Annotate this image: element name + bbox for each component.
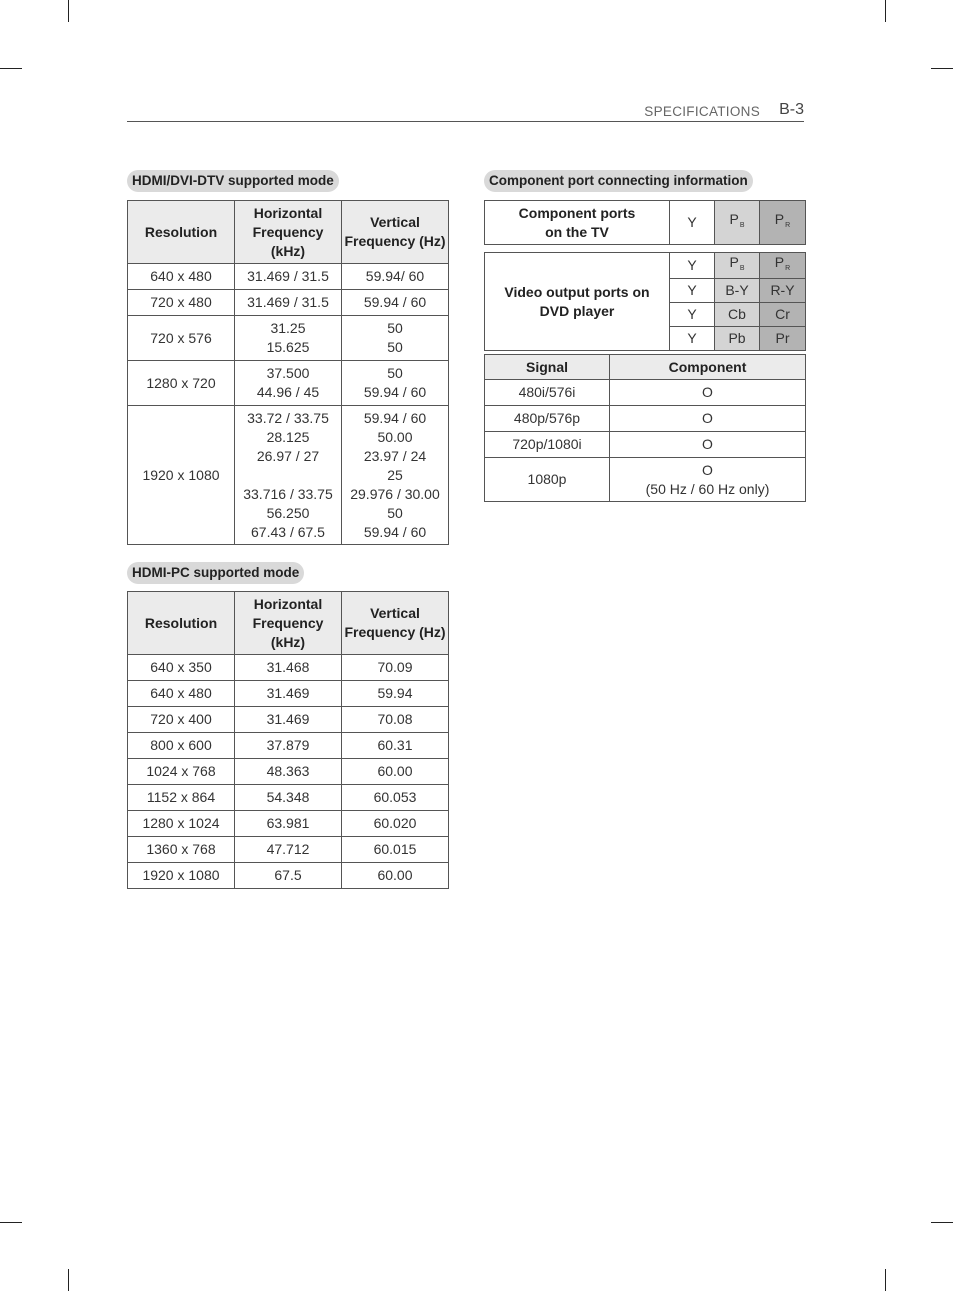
dvd-ports-label: Video output ports on DVD player [485, 253, 670, 351]
crop-mark [0, 68, 22, 69]
table-cell: 60.00 [342, 863, 449, 889]
table-row [128, 264, 449, 290]
port-sub: R [785, 222, 791, 229]
table-cell: 63.981 [235, 811, 342, 837]
table-cell: 800 x 600 [128, 733, 235, 759]
table-cell: 1360 x 768 [128, 837, 235, 863]
table-cell: 640 x 480 [128, 681, 235, 707]
tv-port-y [670, 201, 715, 245]
dvd-port-cell [760, 303, 806, 327]
table-cell: 59.94 / 60 50.00 23.97 / 24 25 29.976 / 30.00 50 59.94 / 60 [342, 406, 449, 545]
port-main: P [774, 211, 785, 227]
table-row [128, 837, 449, 863]
table-cell: 37.500 44.96 / 45 [235, 361, 342, 406]
port-main: Y [687, 330, 697, 346]
port-main: B-Y [725, 282, 749, 298]
table-cell: 720 x 480 [128, 290, 235, 316]
table-header-row [128, 201, 449, 264]
port-sub: R [785, 265, 791, 272]
dvd-port-cell [670, 327, 715, 351]
table-cell: 50 50 [342, 316, 449, 361]
table-header-row [485, 355, 806, 380]
table-cell: 31.469 / 31.5 [235, 264, 342, 290]
table-row [128, 681, 449, 707]
table-cell: 640 x 350 [128, 655, 235, 681]
table-cell: 720p/1080i [485, 432, 610, 458]
crop-mark [885, 0, 886, 22]
table-cell: 59.94 [342, 681, 449, 707]
component-section-title: Component port connecting information [484, 170, 753, 192]
column-header: Resolution [128, 201, 235, 264]
column-header: Horizontal Frequency (kHz) [235, 201, 342, 264]
table-cell: 720 x 576 [128, 316, 235, 361]
dvd-port-cell [715, 279, 760, 303]
tv-ports-label: Component ports on the TV [485, 201, 670, 245]
page-number: B-3 [779, 101, 804, 118]
dvd-port-cell [760, 327, 806, 351]
port-main: R-Y [770, 282, 795, 298]
port-main: Pb [728, 330, 746, 346]
table-row [485, 380, 806, 406]
table-row [128, 811, 449, 837]
table-row [128, 863, 449, 889]
table-cell: 33.72 / 33.75 28.125 26.97 / 27 33.716 / 33.75 56.250 67.43 / 67.5 [235, 406, 342, 545]
table-cell: 31.469 / 31.5 [235, 290, 342, 316]
table-cell: 1920 x 1080 [128, 863, 235, 889]
crop-mark [68, 1269, 69, 1291]
table-cell: 60.00 [342, 759, 449, 785]
crop-mark [931, 68, 953, 69]
column-header: Vertical Frequency (Hz) [342, 201, 449, 264]
port-main: Pr [775, 330, 790, 346]
dvd-port-cell [760, 253, 806, 279]
dvd-ports-table [484, 252, 806, 351]
table-cell: 720 x 400 [128, 707, 235, 733]
table-cell: 54.348 [235, 785, 342, 811]
table-row [128, 785, 449, 811]
dvd-port-cell [715, 303, 760, 327]
port-main: Y [687, 282, 697, 298]
table-cell: 1024 x 768 [128, 759, 235, 785]
tv-port-pb [715, 201, 760, 245]
table-cell: O [610, 406, 806, 432]
dvd-port-cell [760, 279, 806, 303]
table-cell: 1152 x 864 [128, 785, 235, 811]
dvd-port-cell [670, 253, 715, 279]
crop-mark [0, 1222, 22, 1223]
port-main: Cb [728, 306, 746, 322]
signal-table [484, 354, 806, 502]
port-sub: B [739, 222, 745, 229]
table-row [485, 406, 806, 432]
pc-mode-table [127, 591, 449, 889]
crop-mark [68, 0, 69, 22]
tv-ports-table [484, 200, 806, 245]
table-cell: 31.25 15.625 [235, 316, 342, 361]
column-header: Vertical Frequency (Hz) [342, 592, 449, 655]
port-main: Y [687, 306, 697, 322]
column-header: Component [610, 355, 806, 380]
table-cell: 31.469 [235, 681, 342, 707]
table-row [128, 707, 449, 733]
table-cell: 37.879 [235, 733, 342, 759]
table-row [485, 432, 806, 458]
port-main: P [729, 211, 739, 227]
table-row [128, 290, 449, 316]
table-cell: O [610, 380, 806, 406]
table-cell: 60.015 [342, 837, 449, 863]
port-sub: B [739, 265, 745, 272]
table-cell: 47.712 [235, 837, 342, 863]
pc-section-title: HDMI-PC supported mode [127, 562, 304, 584]
table-cell: 1920 x 1080 [128, 406, 235, 545]
table-row [128, 759, 449, 785]
table-cell: 480i/576i [485, 380, 610, 406]
table-cell: O [610, 432, 806, 458]
dtv-section-title: HDMI/DVI-DTV supported mode [127, 170, 339, 192]
port-main: P [729, 254, 739, 270]
dtv-mode-table [127, 200, 449, 545]
table-cell: 70.09 [342, 655, 449, 681]
table-cell: 60.31 [342, 733, 449, 759]
crop-mark [931, 1222, 953, 1223]
table-cell: 640 x 480 [128, 264, 235, 290]
table-cell: 1280 x 720 [128, 361, 235, 406]
tv-port-pr [760, 201, 806, 245]
port-main: Cr [775, 306, 790, 322]
dvd-port-cell [715, 253, 760, 279]
table-cell: 1080p [485, 458, 610, 502]
table-cell: 59.94 / 60 [342, 290, 449, 316]
port-main: Y [687, 257, 697, 273]
table-row [128, 361, 449, 406]
dvd-port-cell [670, 303, 715, 327]
table-cell: 67.5 [235, 863, 342, 889]
crop-mark [885, 1269, 886, 1291]
dvd-port-cell [715, 327, 760, 351]
table-row [485, 253, 806, 279]
table-header-row [128, 592, 449, 655]
table-cell: 59.94/ 60 [342, 264, 449, 290]
table-row [128, 406, 449, 545]
section-label: SPECIFICATIONS [644, 104, 760, 119]
table-cell: 48.363 [235, 759, 342, 785]
table-cell: 31.469 [235, 707, 342, 733]
running-header [127, 100, 804, 122]
port-main: Y [687, 214, 697, 230]
column-header: Signal [485, 355, 610, 380]
table-row [128, 316, 449, 361]
table-row [128, 655, 449, 681]
table-row [485, 458, 806, 502]
dvd-port-cell [670, 279, 715, 303]
table-cell: 480p/576p [485, 406, 610, 432]
table-cell: 60.020 [342, 811, 449, 837]
port-main: P [774, 254, 785, 270]
table-cell: 50 59.94 / 60 [342, 361, 449, 406]
column-header: Horizontal Frequency (kHz) [235, 592, 342, 655]
column-header: Resolution [128, 592, 235, 655]
table-cell: 70.08 [342, 707, 449, 733]
table-row [128, 733, 449, 759]
table-cell: 31.468 [235, 655, 342, 681]
table-cell: 1280 x 1024 [128, 811, 235, 837]
table-cell: O (50 Hz / 60 Hz only) [610, 458, 806, 502]
table-cell: 60.053 [342, 785, 449, 811]
